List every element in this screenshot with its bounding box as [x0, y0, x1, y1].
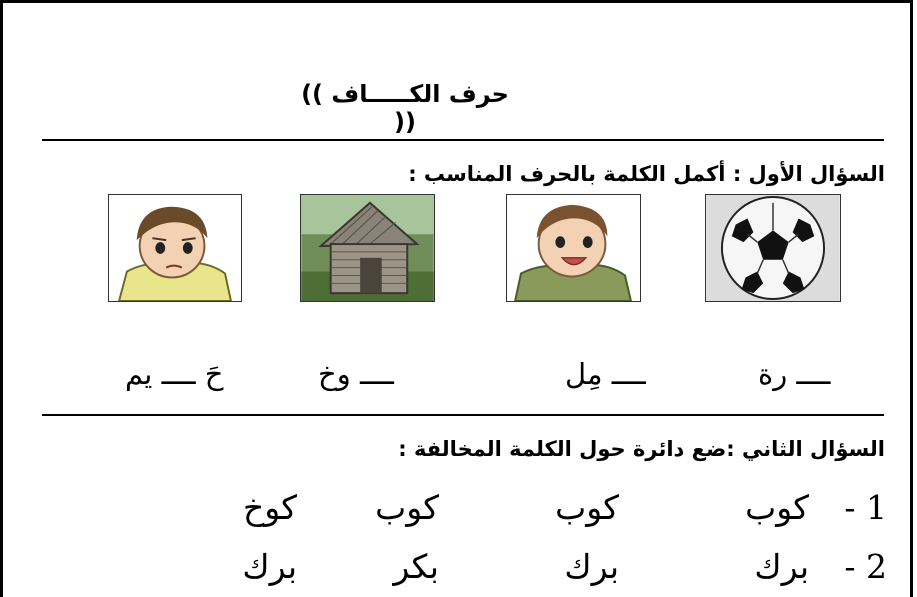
option-word[interactable]: برك — [242, 547, 297, 586]
option-word[interactable]: برك — [754, 547, 809, 586]
option-word[interactable]: كوب — [375, 488, 439, 527]
soccer-ball-icon — [706, 195, 840, 301]
football-picture — [705, 194, 841, 302]
boy-face-icon — [109, 195, 241, 301]
boy-thinking-picture — [108, 194, 242, 302]
divider-middle — [42, 414, 884, 416]
row-number: 1 - — [844, 488, 887, 527]
word-blank-2: ــــ مِل — [565, 357, 646, 391]
option-word[interactable]: بكر — [393, 547, 439, 586]
boy-smiling-picture — [506, 194, 641, 302]
option-word[interactable]: برك — [564, 547, 619, 586]
divider-top — [42, 139, 884, 141]
option-word[interactable]: كوب — [745, 488, 809, 527]
word-blank-4: حَ ــــ يم — [125, 357, 224, 391]
question-2-row-2 — [0, 547, 917, 597]
question-2-row-1 — [0, 488, 917, 538]
question-2-heading: السؤال الثاني :ضع دائرة حول الكلمة المخالفة : — [398, 437, 885, 461]
word-blank-1: ــــ رة — [758, 357, 831, 391]
boy-face-icon — [507, 195, 640, 301]
option-word[interactable]: كوخ — [242, 488, 297, 527]
option-word[interactable]: كوب — [555, 488, 619, 527]
question-1-heading: السؤال الأول : أكمل الكلمة بالحرف المناسب : — [408, 162, 885, 186]
row-number: 2 - — [844, 547, 887, 586]
hut-icon — [301, 195, 434, 301]
word-blank-3: ــــ وخ — [318, 357, 394, 391]
page-title: (( حرف الكـــــاف )) — [301, 80, 509, 136]
wooden-hut-picture — [300, 194, 435, 302]
